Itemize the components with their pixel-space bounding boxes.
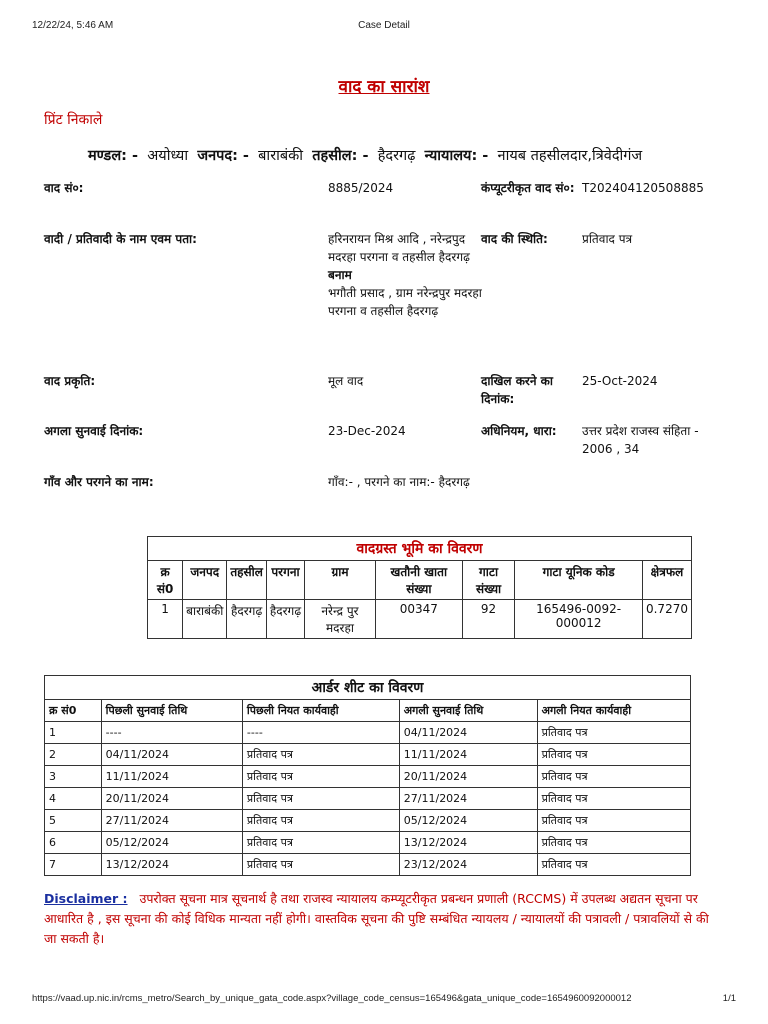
table-cell: 7: [45, 854, 102, 876]
land-column-header: क्र सं0: [148, 561, 183, 600]
table-cell: प्रतिवाद पत्र: [537, 766, 690, 788]
table-cell: प्रतिवाद पत्र: [242, 788, 399, 810]
table-cell: 23/12/2024: [399, 854, 537, 876]
order-sheet-table: [44, 675, 691, 876]
table-cell: 0.7270: [642, 600, 691, 639]
table-cell: प्रतिवाद पत्र: [537, 788, 690, 810]
table-cell: प्रतिवाद पत्र: [537, 744, 690, 766]
table-row: [45, 810, 691, 832]
next-hearing-label: अगला सुनवाई दिनांक:: [44, 424, 144, 438]
table-cell: प्रतिवाद पत्र: [537, 810, 690, 832]
table-cell: 2: [45, 744, 102, 766]
filing-date-value: 25-Oct-2024: [582, 374, 658, 388]
table-row: [45, 766, 691, 788]
defendant-value: भगौती प्रसाद , ग्राम नरेन्द्रपुर मदरहा परगना व तहसील हैदरगढ़: [328, 286, 482, 318]
land-column-header: ग्राम: [305, 561, 376, 600]
village-value: गाँव:- , परगने का नाम:- हैदरगढ़: [328, 475, 470, 489]
tehsil-label: तहसील: -: [312, 148, 369, 164]
page-title: वाद का सारांश: [338, 77, 430, 97]
table-cell: प्रतिवाद पत्र: [242, 832, 399, 854]
nature-value: मूल वाद: [328, 374, 364, 388]
print-datetime: 12/22/24, 5:46 AM: [32, 20, 114, 31]
act-label: अधिनियम, धारा:: [481, 424, 557, 438]
versus-label: बनाम: [328, 268, 352, 282]
table-cell: 20/11/2024: [101, 788, 242, 810]
nature-label: वाद प्रकृति:: [44, 374, 96, 388]
land-details-table: [147, 536, 692, 639]
table-cell: हैदरगढ़: [266, 600, 304, 639]
table-cell: प्रतिवाद पत्र: [242, 854, 399, 876]
table-cell: 6: [45, 832, 102, 854]
table-cell: 00347: [375, 600, 462, 639]
table-cell: 1: [45, 722, 102, 744]
table-row: [45, 744, 691, 766]
table-cell: 04/11/2024: [101, 744, 242, 766]
table-cell: 11/11/2024: [399, 744, 537, 766]
table-cell: प्रतिवाद पत्र: [242, 810, 399, 832]
table-cell: प्रतिवाद पत्र: [537, 832, 690, 854]
disclaimer: [44, 889, 724, 949]
table-cell: 4: [45, 788, 102, 810]
table-cell: 05/12/2024: [399, 810, 537, 832]
order-table-caption: आर्डर शीट का विवरण: [45, 676, 691, 700]
table-cell: 1: [148, 600, 183, 639]
land-column-header: खतौनी खाता संख्या: [375, 561, 462, 600]
table-cell: 165496-0092-000012: [515, 600, 643, 639]
order-column-header: अगली सुनवाई तिथि: [399, 700, 537, 722]
table-cell: बाराबंकी: [183, 600, 227, 639]
table-cell: प्रतिवाद पत्र: [242, 766, 399, 788]
table-cell: 92: [462, 600, 514, 639]
disclaimer-label: Disclaimer :: [44, 891, 128, 906]
table-row: [45, 832, 691, 854]
table-cell: 13/12/2024: [101, 854, 242, 876]
case-number-value: 8885/2024: [328, 181, 394, 195]
janpad-label: जनपद: -: [197, 148, 249, 164]
table-cell: 05/12/2024: [101, 832, 242, 854]
filing-date-label: दाखिल करने का दिनांक:: [481, 374, 554, 406]
table-cell: 13/12/2024: [399, 832, 537, 854]
table-row: [148, 600, 692, 639]
table-row: [45, 788, 691, 810]
janpad-value: बाराबंकी: [258, 148, 304, 164]
order-column-header: पिछली सुनवाई तिथि: [101, 700, 242, 722]
order-column-header: अगली नियत कार्यवाही: [537, 700, 690, 722]
table-cell: ----: [101, 722, 242, 744]
table-cell: 27/11/2024: [101, 810, 242, 832]
computer-number-value: T202404120508885: [582, 181, 704, 195]
parties-label: वादी / प्रतिवादी के नाम एवम पता:: [44, 232, 197, 246]
next-hearing-value: 23-Dec-2024: [328, 424, 406, 438]
table-cell: ----: [242, 722, 399, 744]
print-link[interactable]: प्रिंट निकाले: [44, 112, 103, 128]
land-column-header: परगना: [266, 561, 304, 600]
table-cell: 3: [45, 766, 102, 788]
plaintiff-value: हरिनरायन मिश्र आदि , नरेन्द्रपुद मदरहा परगना व तहसील हैदरगढ़: [328, 232, 470, 264]
computer-number-label: कंप्यूटरीकृत वाद सं०:: [481, 181, 575, 195]
case-number-label: वाद सं०:: [44, 181, 84, 195]
disclaimer-text: उपरोक्त सूचना मात्र सूचनार्थ है तथा राजस्व न्यायालय कम्प्यूटरीकृत प्रबन्धन प्रणाली (RCCMS) में उपलब्ध अद्यतन सूचना पर आधारित है , इस सूचना की कोई विधिक मान्यता नहीं होगी। वास्तविक सूचना की पुष्टि सम्बंधित न्यायलय / न्यायालयों की पत्रावली / पत्रावलियों से की जा सकती है।: [44, 891, 709, 946]
act-value: उत्तर प्रदेश राजस्व संहिता - 2006 , 34: [582, 424, 699, 456]
land-column-header: गाटा संख्या: [462, 561, 514, 600]
order-column-header: पिछली नियत कार्यवाही: [242, 700, 399, 722]
land-column-header: क्षेत्रफल: [642, 561, 691, 600]
mandal-label: मण्डल: -: [88, 148, 139, 164]
table-cell: प्रतिवाद पत्र: [242, 744, 399, 766]
status-value: प्रतिवाद पत्र: [582, 232, 633, 246]
table-row: [45, 722, 691, 744]
land-column-header: जनपद: [183, 561, 227, 600]
court-value: नायब तहसीलदार,त्रिवेदीगंज: [497, 148, 643, 164]
land-table-caption: वादग्रस्त भूमि का विवरण: [148, 537, 692, 561]
table-cell: 5: [45, 810, 102, 832]
land-column-header: गाटा यूनिक कोड: [515, 561, 643, 600]
table-cell: 04/11/2024: [399, 722, 537, 744]
order-column-header: क्र सं0: [45, 700, 102, 722]
table-cell: प्रतिवाद पत्र: [537, 854, 690, 876]
table-cell: प्रतिवाद पत्र: [537, 722, 690, 744]
table-cell: नरेन्द्र पुर मदरहा: [305, 600, 376, 639]
footer-url: https://vaad.up.nic.in/rcms_metro/Search_by_unique_gata_code.aspx?village_code_census=165496&gata_unique_code=1654960092000012: [32, 993, 632, 1004]
table-row: [45, 854, 691, 876]
page-number: 1/1: [722, 993, 736, 1004]
mandal-value: अयोध्या: [147, 148, 189, 164]
print-page-title: Case Detail: [358, 20, 410, 31]
village-label: गाँव और परगने का नाम:: [44, 475, 154, 489]
location-line: [88, 145, 642, 165]
court-label: न्यायालय: -: [424, 148, 489, 164]
print-footer: [32, 993, 736, 1004]
land-column-header: तहसील: [227, 561, 267, 600]
table-cell: 11/11/2024: [101, 766, 242, 788]
table-cell: 27/11/2024: [399, 788, 537, 810]
table-cell: 20/11/2024: [399, 766, 537, 788]
status-label: वाद की स्थिति:: [481, 232, 548, 246]
tehsil-value: हैदरगढ़: [377, 148, 416, 164]
table-cell: हैदरगढ़: [227, 600, 267, 639]
